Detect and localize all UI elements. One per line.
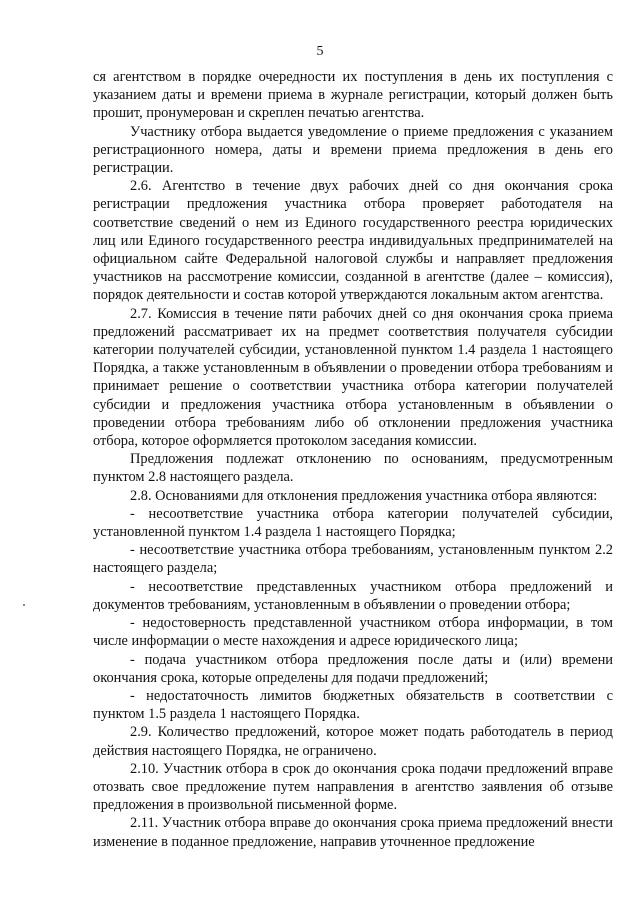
paragraph-rejection-grounds-ref: Предложения подлежат отклонению по основаниям, предусмотренным пунктом 2.8 настоящего раздела. [93, 451, 613, 486]
paragraph-2-8: 2.8. Основаниями для отклонения предложения участника отбора являются: [130, 487, 598, 504]
scan-speck [23, 604, 25, 606]
paragraph-2-6: 2.6. Агентство в течение двух рабочих дней со дня окончания срока регистрации предложения участника отбора проверяет работодателя на соответствие сведений о нем из Единого государственного реестра юридических лиц или Единого государственного реестра индивидуальных предпринимателей на официальном сайте Федеральной налоговой службы и направляет предложения участников на рассмотрение комиссии, созданной в агентстве (далее – комиссия), порядок деятельности и состав которой утверждаются локальным актом агентства. [93, 178, 613, 304]
paragraph-2-11: 2.11. Участник отбора вправе до окончания срока приема предложений внести изменение в поданное предложение, направив уточненное предложение [93, 815, 613, 850]
paragraph-notification: Участнику отбора выдается уведомление о приеме предложения с указанием регистрационного номера, даты и времени приема предложения в день его регистрации. [93, 123, 613, 177]
paragraph-2-9: 2.9. Количество предложений, которое может подать работодатель в период действия настоящего Порядка, не ограничено. [93, 724, 613, 759]
paragraph-2-7: 2.7. Комиссия в течение пяти рабочих дней со дня окончания срока приема предложений рассматривает их на предмет соответствия получателя субсидии категории получателей субсидии, установленной пунктом 1.4 раздела 1 настоящего Порядка, а также установленным в объявлении о проведении отбора требованиям и принимает решение о соответствии участника отбора категории получателей субсидии и предложения участника отбора установленным в объявлении о проведении отбора требованиям либо об отклонении предложения участника отбора, которое оформляется протоколом заседания комиссии. [93, 305, 613, 450]
paragraph-continuation: ся агентством в порядке очередности их поступления в день их поступления с указанием даты и времени приема в журнале регистрации, который должен быть прошит, пронумерован и скреплен печатью агентства. [93, 69, 613, 122]
list-item-unreliable-info: - недостоверность представленной участником отбора информации, в том числе информации о месте нахождения и адресе юридического лица; [93, 615, 613, 650]
list-item-documents-mismatch: - несоответствие представленных участником отбора предложений и документов требованиям, установленным в объявлении о проведении отбора; [93, 578, 613, 613]
list-item-requirements-mismatch: - несоответствие участника отбора требованиям, установленным пунктом 2.2 настоящего раздела; [93, 542, 613, 577]
list-item-budget-limits: - недостаточность лимитов бюджетных обязательств в соответствии с пунктом 1.5 раздела 1 настоящего Порядка. [93, 687, 613, 723]
list-item-late-submission: - подача участником отбора предложения после даты и (или) времени окончания срока, которые определены для подачи предложений; [93, 651, 613, 686]
paragraph-2-10: 2.10. Участник отбора в срок до окончания срока подачи предложений вправе отозвать свое предложение путем направления в агентство заявления об отзыве предложения в произвольной письменной форме. [93, 760, 613, 814]
page-number: 5 [316, 44, 324, 59]
document-body [93, 68, 613, 851]
list-item-category-mismatch: - несоответствие участника отбора категории получателей субсидии, установленной пунктом 1.4 раздела 1 настоящего Порядка; [93, 505, 613, 541]
